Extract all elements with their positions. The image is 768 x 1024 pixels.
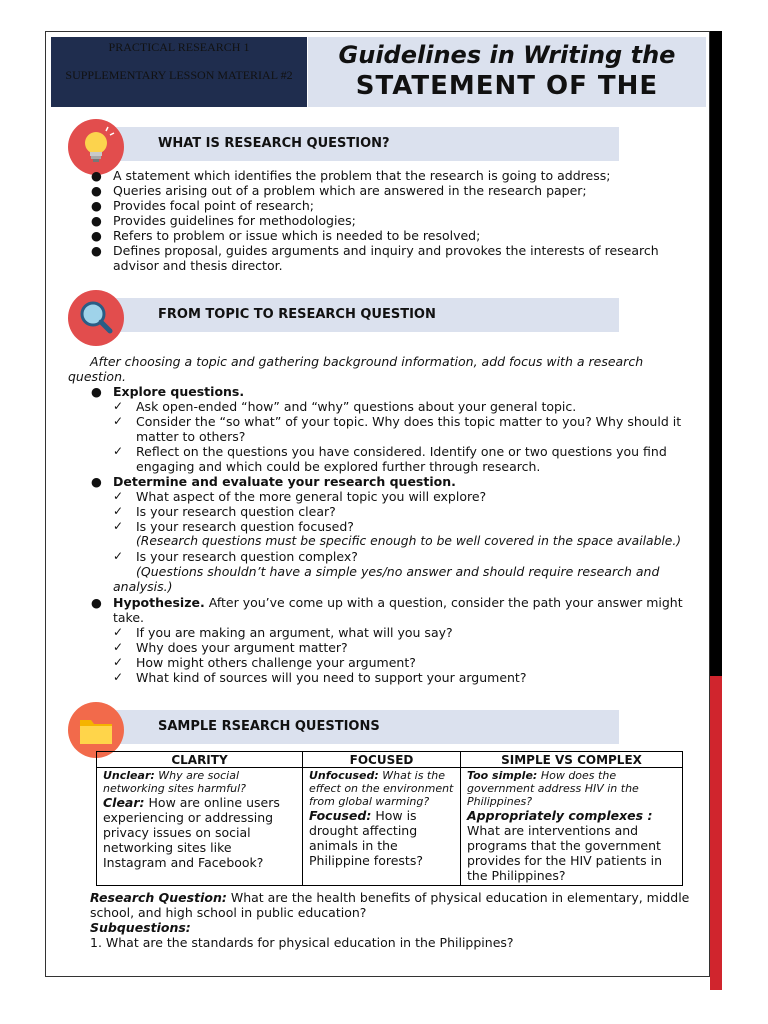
check-item: ✓ Is your research question clear? [113, 504, 336, 519]
note-focused: (Research questions must be specific enough to be well covered in the space available.) [136, 534, 682, 548]
folder-icon [68, 702, 124, 758]
side-bar-black [710, 31, 722, 676]
check-item: ✓ How might others challenge your argument? [113, 655, 416, 670]
list-item: ● Queries arising out of a problem which are answered in the research paper; [91, 183, 587, 198]
intro-paragraph: After choosing a topic and gathering background information, add focus with a research question. [68, 354, 644, 385]
check-item: ✓ What kind of sources will you need to support your argument? [113, 670, 527, 685]
check-item: ✓ Why does your argument matter? [113, 640, 348, 655]
check-item: ✓ If you are making an argument, what will you say? [113, 625, 453, 640]
list-item-determine: ● Determine and evaluate your research question. [91, 474, 456, 489]
section-heading-text: FROM TOPIC TO RESEARCH QUESTION [158, 307, 436, 322]
list-item: ● Provides guidelines for methodologies; [91, 213, 356, 228]
table-header: SIMPLE VS COMPLEX [461, 752, 683, 768]
magnifier-icon [68, 290, 124, 346]
list-item: ● A statement which identifies the problem that the research is going to address; [91, 168, 611, 183]
header-title-box [308, 37, 706, 107]
header-course-box [51, 37, 307, 107]
subquestion-item: 1. What are the standards for physical education in the Philippines? [90, 935, 514, 950]
check-item: ✓ Reflect on the questions you have considered. Identify one or two questions you find engaging and which could be explored further through research. [113, 444, 667, 475]
list-item-hypothesize: ● Hypothesize. After you’ve come up with a question, consider the path your answer might take. [91, 595, 683, 626]
section-heading-text: SAMPLE RSEARCH QUESTIONS [158, 719, 380, 734]
section-heading-text: WHAT IS RESEARCH QUESTION? [158, 136, 390, 151]
lightbulb-icon [68, 119, 124, 175]
section-heading-topic-to-question [97, 298, 619, 332]
list-item-explore: ● Explore questions. [91, 384, 245, 399]
subquestions-label: Subquestions: [90, 920, 191, 935]
section-heading-sample-questions [97, 710, 619, 744]
material-title: SUPPLEMENTARY LESSON MATERIAL #2 [65, 68, 293, 82]
page-title-line2: STATEMENT OF THE [355, 71, 659, 101]
research-question: Research Question: What are the health benefits of physical education in elementary, middle school, and high school in public education? [90, 890, 690, 921]
side-bar-red [710, 676, 722, 990]
note-complex: (Questions shouldn’t have a simple yes/no answer and should require research and analysis.) [113, 564, 660, 595]
check-item: ✓ Consider the “so what” of your topic. Why does this topic matter to you? Why should it matter to others? [113, 414, 682, 445]
list-item: ● Provides focal point of research; [91, 198, 315, 213]
list-item: ● Defines proposal, guides arguments and inquiry and provokes the interests of research advisor and thesis director. [91, 243, 659, 274]
check-item: ✓ Ask open-ended “how” and “why” questions about your general topic. [113, 399, 577, 414]
course-title: PRACTICAL RESEARCH 1 [108, 40, 250, 54]
table-header: CLARITY [97, 752, 303, 768]
table-cell-focused: Unfocused: What is the effect on the environment from global warming? Focused: How is drought affecting animals in the Philippine forests? [303, 768, 461, 886]
section-heading-research-question [97, 127, 619, 161]
check-item: ✓ What aspect of the more general topic you will explore? [113, 489, 487, 504]
table-cell-complex: Too simple: How does the government address HIV in the Philippines? Appropriately complexes : What are interventions and programs that the government provides for the HIV patients in the Philippines? [461, 768, 683, 886]
page-title-line1: Guidelines in Writing the [338, 41, 676, 69]
table-header: FOCUSED [303, 752, 461, 768]
list-item: ● Refers to problem or issue which is needed to be resolved; [91, 228, 481, 243]
check-item: ✓ Is your research question focused? [113, 519, 354, 534]
sample-questions-table [96, 751, 683, 886]
check-item: ✓ Is your research question complex? [113, 549, 358, 564]
table-cell-clarity: Unclear: Why are social networking sites harmful? Clear: How are online users experiencing or addressing privacy issues on social networking sites like Instagram and Facebook? [97, 768, 303, 886]
